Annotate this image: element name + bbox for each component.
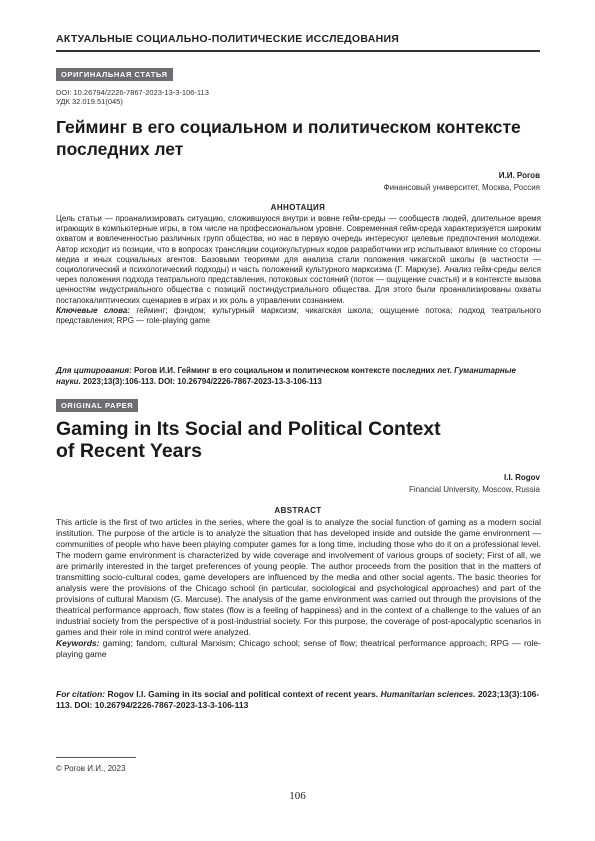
abstract-ru-text: Цель статьи — проанализировать ситуацию, сложившуюся внутри и вовне гейм-среды — сообществ людей, длительное время играющих в компьютерные игры, в том числе на профессиональном уровне. Современная гейм-среда характеризуется широким охватом и вовлеченностью различных групп общества, но нас в первую очередь интересуют целевые предпочтения молодежи. Автор исходит из позиции, что в вопросах трансляции социокультурных кодов разработчики игр испытывают влияние со стороны медиа и иных социальных агентов. Базовыми теориями для анализа стали положения чикагской школы (в частности — социологический и психологический подходы) и часть положений культурного марксизма (Г. Маркузе). Анализ гейм-среды велся через положения подхода театрального представления, потоковых состояний (поток — ощущение счастья) и в контексте вызова ценностям индустриального общества с позиций постиндустриального общества. Для этого были проанализированы охваты постапокалиптических сценариев в играх и их роль в управлении сознанием. [56, 214, 541, 305]
author-en: I.I. Rogov [504, 473, 540, 482]
abstract-heading-en: ABSTRACT [274, 506, 322, 515]
affiliation-en: Financial University, Moscow, Russia [408, 485, 540, 494]
keywords-ru [56, 306, 541, 326]
title-ru-line1: Гейминг в его социальном и политическом контексте [56, 117, 521, 137]
citation-ru [56, 366, 541, 387]
article-type-badge-ru: ОРИГИНАЛЬНАЯ СТАТЬЯ [56, 68, 173, 81]
abstract-en-text: This article is the first of two articles in the series, where the goal is to analyze the social function of gaming as a modern social institution. The purpose of the article is to analyze the situation that has developed inside and outside the game environment — communities of people who have been playing computer games for a long time, including those who do it on a professional level. The modern game environment is characterized by wide coverage and involvement of various groups of society; First of all, we are primarily interested in the target preferences of young people. The author proceeds from the position that in the matters of transmitting socio-cultural codes, game developers are influenced by the media and other social agents. The basic theories for analysis were the provisions of the Chicago school (in particular, sociological and psychological approaches) and part of the provisions of cultural Marxism (G. Marcuse). The analysis of the game environment was carried out through the provisions of the theatrical performance approach, flow states (flow is a feeling of happiness) and in the context of a challenge to the values of an industrial society from the perspective of a post-industrial society. For this purpose, the coverage of post-apocalyptic scenarios in games and their role in mind control were analyzed. [56, 517, 541, 637]
title-en-line1: Gaming in Its Social and Political Context [56, 418, 441, 440]
doi-ru: DOI: 10.26794/2226-7867-2023-13-3-106-113 [56, 88, 209, 97]
footnote-rule [56, 757, 136, 758]
abstract-en [56, 517, 541, 660]
title-ru-line2: последних лет [56, 139, 184, 159]
keywords-en-label: Keywords: [56, 638, 100, 648]
keywords-en-text: gaming; fandom, cultural Marxism; Chicago school; sense of flow; theatrical performance approach; RPG — role-playing game [56, 638, 541, 659]
udk: УДК 32.019.51(045) [56, 97, 123, 106]
affiliation-ru: Финансовый университет, Москва, Россия [383, 183, 540, 192]
running-head: АКТУАЛЬНЫЕ СОЦИАЛЬНО-ПОЛИТИЧЕСКИЕ ИССЛЕДОВАНИЯ [56, 33, 400, 45]
citation-en [56, 689, 541, 711]
keywords-ru-text: гейминг; фэндом; культурный марксизм; чикагская школа; ощущение потока; подход театрального представления; RPG — role-playing game [56, 305, 541, 326]
citation-ru-label: Для цитирования: [56, 366, 132, 375]
copyright: © Рогов И.И., 2023 [56, 764, 126, 773]
keywords-ru-label: Ключевые слова: [56, 305, 130, 315]
title-ru [56, 116, 546, 160]
citation-ru-journal: Гуманитарные науки. [56, 366, 516, 386]
citation-en-tail: 2023;13(3):106-113. DOI: 10.26794/2226-7867-2023-13-3-106-113 [56, 689, 540, 710]
citation-en-journal: Humanitarian sciences. [378, 689, 476, 699]
title-en-line2: of Recent Years [56, 440, 202, 462]
abstract-ru [56, 214, 541, 326]
header-rule [56, 50, 540, 52]
citation-ru-text: Рогов И.И. Гейминг в его социальном и политическом контексте последних лет. [131, 366, 452, 375]
title-en [56, 418, 546, 462]
author-ru: И.И. Рогов [498, 171, 540, 180]
citation-ru-tail: 2023;13(3):106-113. DOI: 10.26794/2226-7867-2023-13-3-106-113 [80, 376, 322, 386]
abstract-heading-ru: АННОТАЦИЯ [270, 203, 326, 212]
page-number: 106 [289, 790, 306, 802]
citation-en-label: For citation: [56, 689, 106, 699]
citation-en-text: Rogov I.I. Gaming in its social and political context of recent years. [105, 689, 379, 699]
keywords-en [56, 638, 541, 660]
article-type-badge-en: ORIGINAL PAPER [56, 399, 138, 412]
